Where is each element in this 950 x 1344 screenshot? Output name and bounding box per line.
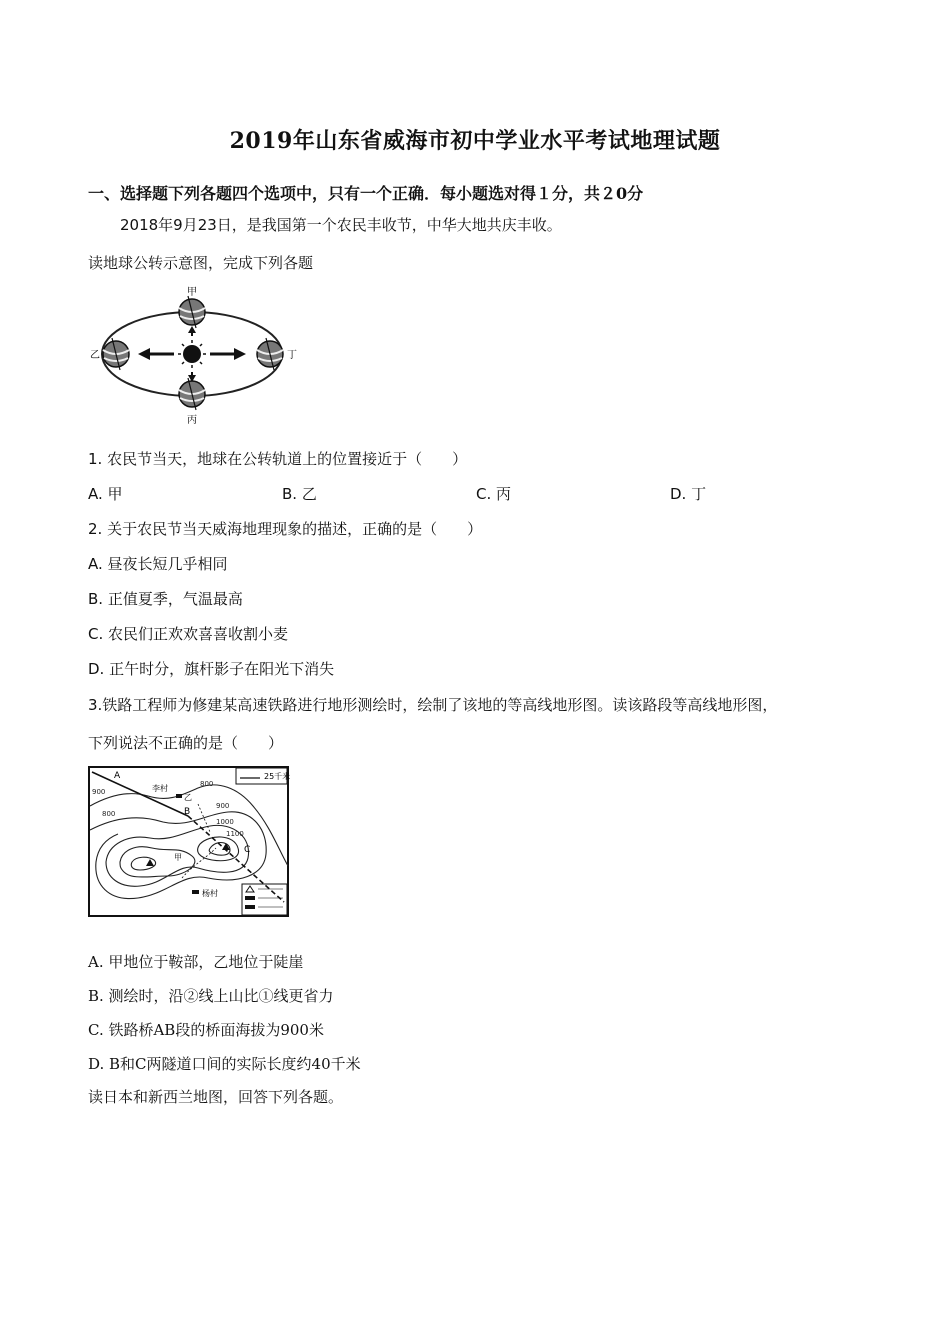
intro-text: 2018年9月23日，是我国第一个农民丰收节，中华大地共庆丰收。 bbox=[120, 216, 562, 234]
label-yi: 乙 bbox=[90, 350, 100, 361]
earth-position-yi bbox=[103, 338, 129, 370]
section-heading: 一、选择题下列各题四个选项中，只有一个正确．每小题选对得１分，共２0分 bbox=[88, 184, 644, 203]
q3-option-c[interactable]: C. 铁路桥AB段的桥面海拔为900米 bbox=[88, 1021, 324, 1039]
label-ding: 丁 bbox=[287, 350, 297, 361]
q1-stem: 1. 农民节当天，地球在公转轨道上的位置接近于（ ） bbox=[88, 450, 468, 468]
point-b-label: B bbox=[184, 807, 191, 817]
q2-stem: 2. 关于农民节当天威海地理现象的描述，正确的是（ ） bbox=[88, 520, 483, 538]
contour-1000-label: 1000 bbox=[216, 818, 234, 826]
read-japan-instruction: 读日本和新西兰地图，回答下列各题。 bbox=[88, 1088, 344, 1106]
q2-option-c[interactable]: C. 农民们正欢欢喜喜收割小麦 bbox=[88, 625, 289, 643]
contour-map-figure bbox=[88, 766, 290, 918]
q2-option-b[interactable]: B. 正值夏季，气温最高 bbox=[88, 590, 243, 608]
q3-option-a[interactable]: A. 甲地位于鞍部，乙地位于陡崖 bbox=[88, 953, 304, 971]
contour-800-label-a: 800 bbox=[102, 810, 116, 818]
q3-stem-line2: 下列说法不正确的是（ ） bbox=[88, 734, 284, 752]
contour-800-label-b: 800 bbox=[200, 780, 214, 788]
q3-option-d[interactable]: D. B和C两隧道口间的实际长度约40千米 bbox=[88, 1055, 361, 1073]
point-a-label: A bbox=[114, 771, 121, 781]
earth-orbit-figure bbox=[88, 286, 310, 426]
earth-position-jia bbox=[179, 296, 205, 328]
page-title: 2019年山东省威海市初中学业水平考试地理试题 bbox=[229, 128, 721, 154]
q1-option-a[interactable]: A. 甲 bbox=[88, 485, 123, 503]
label-jia: 甲 bbox=[187, 287, 197, 298]
point-c-label: C bbox=[244, 845, 251, 855]
village-yang-label: 杨村 bbox=[202, 889, 218, 898]
village-li-icon bbox=[176, 794, 182, 798]
village-yang-icon bbox=[192, 890, 199, 894]
map-frame bbox=[89, 767, 288, 916]
q1-option-d[interactable]: D. 丁 bbox=[670, 485, 707, 503]
arrow-up-icon bbox=[188, 326, 196, 336]
q2-option-a[interactable]: A. 昼夜长短几乎相同 bbox=[88, 555, 228, 573]
earth-position-bing bbox=[179, 378, 205, 410]
read-earth-instruction: 读地球公转示意图，完成下列各题 bbox=[88, 254, 314, 272]
q1-option-c[interactable]: C. 丙 bbox=[476, 485, 512, 503]
arrow-right-icon bbox=[210, 348, 246, 360]
q3-stem-line1: 3.铁路工程师为修建某高速铁路进行地形测绘时，绘制了该地的等高线地形图。读该路段等高线地形图， bbox=[88, 696, 778, 714]
contour-900-label-a: 900 bbox=[92, 788, 106, 796]
sun-icon bbox=[178, 340, 206, 368]
contour-900-label-b: 900 bbox=[216, 802, 230, 810]
village-li-label: 李村 bbox=[152, 784, 168, 793]
point-yi-label: 乙 bbox=[184, 793, 192, 802]
label-bing: 丙 bbox=[187, 415, 197, 426]
q2-option-d[interactable]: D. 正午时分，旗杆影子在阳光下消失 bbox=[88, 660, 335, 678]
contour-1100-label: 1100 bbox=[226, 830, 244, 838]
q3-option-b[interactable]: B. 测绘时，沿②线上山比①线更省力 bbox=[88, 987, 334, 1005]
arrow-left-icon bbox=[138, 348, 174, 360]
scale-label: 25千米 bbox=[264, 772, 290, 781]
q1-option-b[interactable]: B. 乙 bbox=[282, 485, 317, 503]
point-jia-label: 甲 bbox=[174, 853, 182, 862]
